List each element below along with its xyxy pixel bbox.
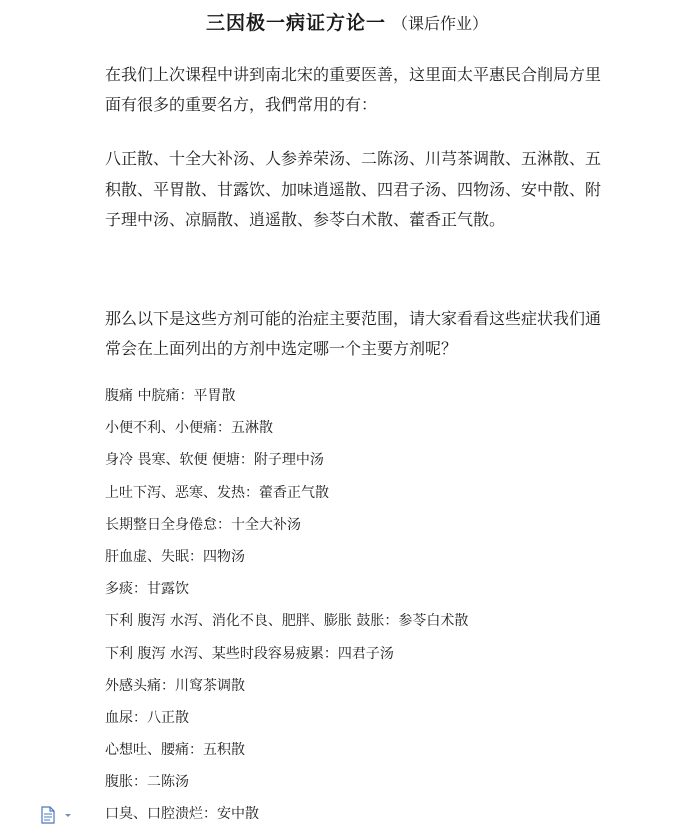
list-item: 血尿：八正散 — [105, 709, 189, 726]
document-icon[interactable] — [40, 806, 76, 824]
formula-list-paragraph: 八正散、十全大补汤、人参养荣汤、二陈汤、川芎茶调散、五淋散、五积散、平胃散、甘露饮、加味逍遥散、四君子汤、四物汤、安中散、附子理中汤、凉膈散、逍遥散、参苓白术散、藿香正气散。 — [105, 149, 602, 229]
symptom-formula-list — [105, 383, 468, 834]
list-item: 腹痛 中脘痛：平胃散 — [105, 388, 236, 404]
list-item: 口臭、口腔溃烂：安中散 — [105, 806, 259, 823]
list-item: 长期整日全身倦怠：十全大补汤 — [105, 516, 301, 533]
list-item: 身冷 畏寒、软便 便塘：附子理中汤 — [105, 452, 324, 469]
list-item: 肝血虚、失眠：四物汤 — [105, 548, 245, 565]
list-item: 小便不利、小便痛：五淋散 — [105, 420, 273, 437]
list-item: 下利 腹泻 水泻、消化不良、肥胖、膨胀 鼓胀：参苓白术散 — [105, 613, 469, 630]
list-item: 多痰：甘露饮 — [105, 581, 189, 598]
list-item: 腹胀：二陈汤 — [105, 774, 189, 791]
document-icon-glyph — [40, 806, 76, 824]
document-subtitle: （课后作业） — [392, 14, 489, 33]
list-item: 上吐下泻、恶寒、发热：藿香正气散 — [105, 484, 329, 501]
question-paragraph: 那么以下是这些方剂可能的治症主要范围，请大家看看这些症状我们通常会在上面列出的方剂中选定哪一个主要方剂呢？ — [105, 309, 602, 358]
list-item: 外感头痛：川窎茶调散 — [105, 677, 245, 694]
list-item: 心想吐、腰痛：五积散 — [105, 742, 245, 759]
title-row — [0, 8, 694, 35]
list-item: 下利 腹泻 水泻、某些时段容易疲累：四君子汤 — [105, 645, 394, 662]
document-title: 三因极一病证方论一 — [205, 12, 386, 34]
intro-paragraph: 在我们上次课程中讲到南北宋的重要医善，这里面太平惠民合削局方里面有很多的重要名方，我們常用的有： — [105, 65, 602, 114]
